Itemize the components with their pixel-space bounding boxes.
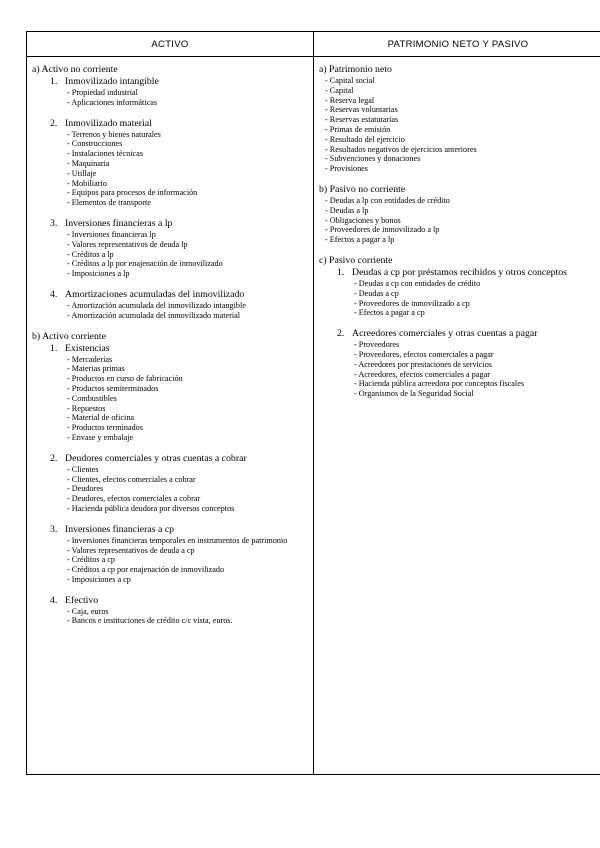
activo-corriente-section [32,331,309,627]
group-content [65,289,309,321]
account-item: - Acreedores, efectos comerciales a pagar [354,369,490,379]
pasivo-no-corriente-section [319,184,598,245]
account-item: - Elementos de transporte [67,198,151,208]
account-item: - Materias primas [67,364,125,374]
account-item: - Reservas estatutarias [325,115,399,125]
account-item: - Terrenos y bienes naturales [67,129,161,139]
account-item: - Aplicaciones informáticas [67,97,158,107]
account-item: - Deudas a cp con entidades de crédito [354,278,481,288]
group-content [65,343,309,443]
account-item: - Amortización acumulada del inmovilizado intangible [67,300,246,310]
account-group [50,595,309,627]
account-item: - Efectos a pagar a lp [325,235,395,245]
activo-column [27,32,314,774]
account-item: - Capital social [325,76,375,85]
account-item: - Créditos a cp [67,555,115,565]
account-item: - Construcciones [67,139,123,149]
group-content [65,218,309,279]
account-item: - Repuestos [67,403,106,413]
group-title: Inmovilizado intangible [65,76,159,87]
group-title: Amortizaciones acumuladas del inmovilizado [65,288,245,300]
account-item: - Hacienda pública deudora por diversos conceptos [67,503,235,513]
account-item: - Clientes [67,464,99,474]
account-item: - Propiedad industrial [67,88,138,97]
account-item: - Proveedores de inmovilizado a cp [354,298,470,308]
account-item: - Utillaje [67,168,97,178]
account-group [50,453,309,514]
group-number: 1. [50,342,58,354]
account-item: - Productos semiterminados [67,383,159,393]
account-group [50,218,309,279]
group-title: Deudas a cp por préstamos recibidos y otros conceptos [352,266,567,278]
account-item: - Reserva legal [325,95,375,105]
account-item: - Deudores [67,484,104,494]
pasivo-header: PATRIMONIO NETO Y PASIVO [314,32,600,57]
account-item: - Subvenciones y donaciones [325,154,421,164]
group-list [319,267,598,399]
account-item: - Primas de emisión [325,124,391,134]
account-item: - Caja, euros [67,606,109,616]
pasivo-body [314,57,600,409]
group-title: Acreedores comerciales y otras cuentas a pagar [352,328,538,340]
group-content [352,328,598,399]
group-title: Deudores comerciales y otras cuentas a cobrar [65,452,247,464]
account-group [50,289,309,321]
account-item: - Acreedores por prestaciones de servicios [354,359,492,369]
group-content [65,76,309,108]
item-list [325,76,598,174]
activo-header: ACTIVO [27,32,313,57]
activo-body [27,57,313,636]
group-number: 4. [50,288,58,300]
group-title: Efectivo [65,594,99,606]
account-item: - Imposiciones a lp [67,269,130,279]
account-item: - Deudas a cp [354,288,399,298]
group-number: 1. [50,76,58,87]
group-number: 2. [50,117,58,129]
account-group [50,343,309,443]
account-item: - Deudores, efectos comerciales a cobrar [67,494,201,504]
account-item: - Valores representativos de deuda a cp [67,545,195,555]
section-title: b) Activo corriente [32,330,106,342]
section-title: b) Pasivo no corriente [319,183,406,195]
group-number: 2. [50,452,58,464]
group-content [65,595,309,627]
account-item: - Reservas voluntarias [325,105,398,115]
account-item: - Provisiones [325,164,368,174]
account-item: - Maquinaria [67,158,110,168]
group-content [352,267,598,318]
account-item: - Obligaciones y bonos [325,215,401,225]
section-title: a) Activo no corriente [32,64,118,75]
account-item: - Inversiones financieras temporales en instrumentos de patrimonio [67,535,288,545]
account-item: - Combustibles [67,393,117,403]
account-item: - Hacienda pública acreedora por conceptos fiscales [354,379,525,389]
group-title: Inversiones financieras a cp [65,523,175,535]
account-item: - Organismos de la Seguridad Social [354,389,474,399]
group-list [32,76,309,321]
account-item: - Mobiliario [67,178,107,188]
section-title: c) Pasivo corriente [319,254,393,266]
account-item: - Instalaciones técnicas [67,149,143,159]
account-item: - Deudas a lp con entidades de crédito [325,195,450,205]
section-title: a) Patrimonio neto [319,64,392,75]
pasivo-corriente-section [319,255,598,399]
account-item: - Material de oficina [67,413,135,423]
group-number: 2. [337,328,345,340]
balance-sheet-table [26,31,600,775]
account-item: - Productos terminados [67,423,143,433]
group-title: Existencias [65,342,110,354]
account-group [50,118,309,208]
account-item: - Bancos e instituciones de crédito c/c vista, euros. [67,616,233,626]
account-item: - Mercaderías [67,354,113,364]
account-item: - Proveedores [354,340,400,350]
group-title: Inversiones financieras a lp [65,217,173,229]
account-group [50,524,309,585]
group-number: 3. [50,217,58,229]
group-number: 3. [50,523,58,535]
item-list [325,196,598,245]
account-item: - Proveedores de inmovilizado a lp [325,225,440,235]
account-item: - Efectos a pagar a cp [354,308,425,318]
group-content [65,118,309,208]
account-item: - Envase y embalaje [67,432,134,442]
account-item: - Clientes, efectos comerciales a cobrar [67,474,196,484]
account-group [337,328,598,399]
account-item: - Resultado del ejercicio [325,134,405,144]
account-item: - Resultados negativos de ejercicios anteriores [325,144,477,154]
account-item: - Créditos a lp por enajenación de inmovilizado [67,259,223,269]
group-content [65,453,309,514]
account-item: - Créditos a cp por enajenación de inmovilizado [67,565,225,575]
patrimonio-neto-section [319,64,598,174]
account-item: - Proveedores, efectos comerciales a pagar [354,349,494,359]
account-item: - Deudas a lp [325,205,369,215]
group-title: Inmovilizado material [65,117,152,129]
group-number: 4. [50,594,58,606]
pasivo-column [314,32,600,774]
group-number: 1. [337,266,345,278]
account-item: - Valores representativos de deuda lp [67,239,188,249]
account-item: - Créditos a lp [67,249,114,259]
account-item: - Inversiones financieras lp [67,229,156,239]
account-item: - Capital [325,85,354,95]
account-group [50,76,309,108]
group-content [65,524,309,585]
account-item: - Equipos para procesos de información [67,188,198,198]
account-item: - Productos en curso de fabricación [67,374,183,384]
group-list [32,343,309,627]
account-item: - Amortización acumulada del inmovilizado material [67,310,241,320]
activo-no-corriente-section [32,64,309,321]
account-group [337,267,598,318]
account-item: - Imposiciones a cp [67,574,131,584]
